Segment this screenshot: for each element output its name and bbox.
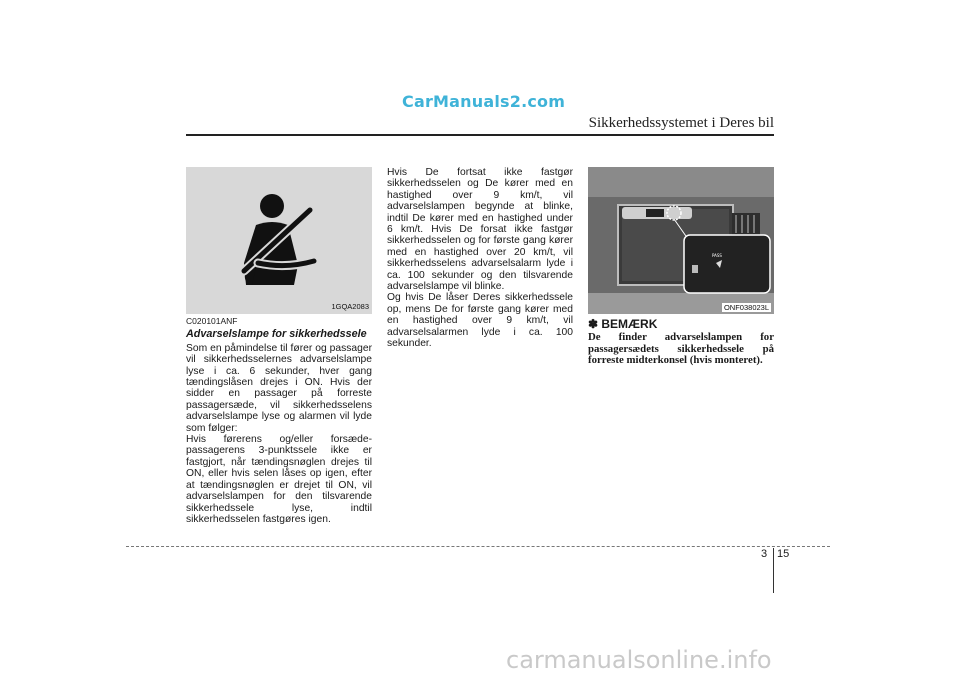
- left-column: [186, 316, 372, 525]
- subheading: Advarselslampe for sikkerhedssele: [186, 328, 367, 341]
- figure-label: ONF038023L: [723, 303, 769, 312]
- paragraph: Som en påmindelse til fører og passager vil sikkerhedsselernes advarselslampe lyse i ca. 6 sekunder, hver gang tændingslåsen drejes i ON. Hvis der sidder en passager på forreste passagersæde, vil sikkerhedsselens advarselslampe lyse og alarmen vil lyde som følger:: [186, 342, 372, 434]
- header-rule: [186, 134, 774, 136]
- dashboard-photo-figure: [588, 167, 774, 314]
- page-number: 15: [777, 548, 790, 560]
- seatbelt-warning-figure: [186, 167, 372, 314]
- footer-rule: [126, 546, 830, 547]
- paragraph: Hvis De fortsat ikke fastgør sikkerhedsselen og De kører med en hastighed over 9 km/t, vil advarselslampen begynde at blinke, indtil De kører med en hastighed under 6 km/t. Hvis De forsat ikke fastgør sikkerhedsselen og for første gang kører med en hastighed over 20 km/t, vil sikkerhedsselens advarselsalarm lyde i ca. 100 sekunder og den tilsvarende advarselslampe vil blinke.: [387, 167, 573, 293]
- paragraph: Og hvis De låser Deres sikkerhedssele op, mens De for første gang kører med en hastighed over 9 km/t, vil advarselsalarmen lyde i ca. 100 sekunder.: [387, 292, 573, 350]
- paragraph: Hvis førerens og/eller forsæde-passagerens 3-punktssele ikke er fastgjort, når tændingsnøglen drejes til ON, eller hvis selen låses op igen, efter at tændingsnøglen er drejet til ON, vil advarselslampen for den tilsvarende sikkerhedssele lyse, indtil sikkerhedsselen fastgøres igen.: [186, 434, 372, 525]
- page-chapter: 3: [761, 548, 768, 560]
- watermark-bottom[interactable]: carmanualsonline.info: [506, 646, 772, 674]
- figure-label: 1GQA2083: [331, 302, 369, 311]
- note-title: ✽ BEMÆRK: [588, 317, 658, 331]
- seatbelt-person-icon: [186, 167, 372, 314]
- middle-column: [387, 167, 573, 350]
- note-body: De finder advarselslampen for passagersædets sikkerhedssele på forreste midterkonsel (hvis monteret).: [588, 331, 774, 367]
- section-title: Sikkerhedssystemet i Deres bil: [588, 115, 774, 131]
- watermark-top[interactable]: CarManuals2.com: [402, 92, 566, 111]
- svg-text:PASS: PASS: [712, 253, 722, 258]
- section-code: C020101ANF: [186, 316, 238, 326]
- note-box: [588, 317, 774, 367]
- page-divider: [773, 548, 774, 593]
- dashboard-illustration: [588, 167, 774, 314]
